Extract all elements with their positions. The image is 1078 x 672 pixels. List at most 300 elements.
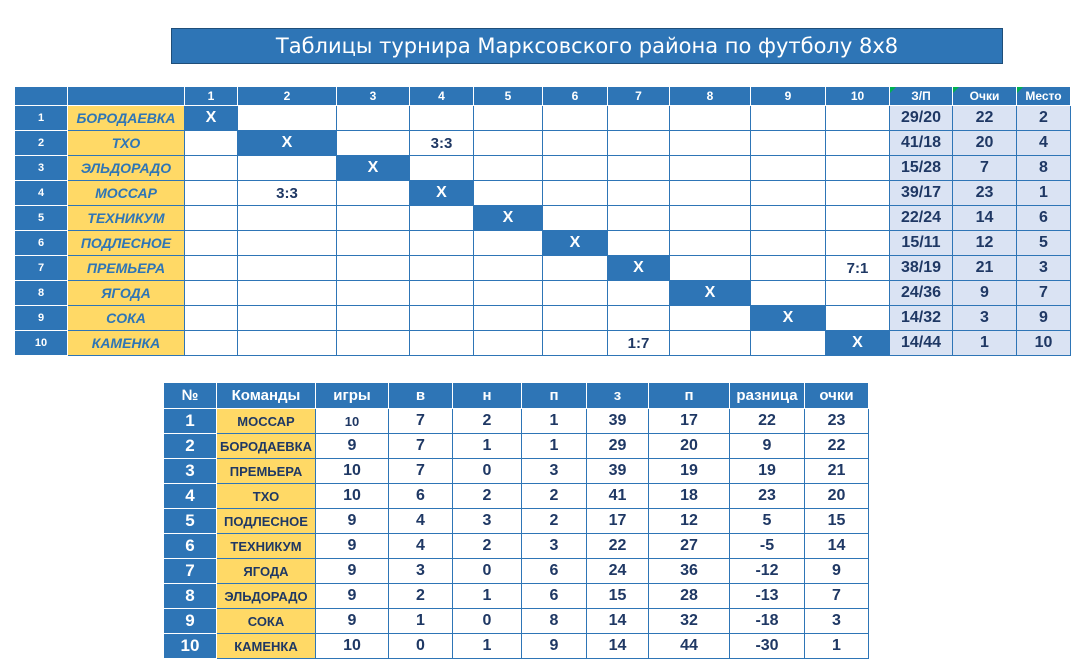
match-result-cell <box>337 331 410 356</box>
stat-cell: 19 <box>730 459 805 484</box>
place-value: 8 <box>1017 156 1071 181</box>
team-name: ТЕХНИКУМ <box>68 206 185 231</box>
place-value: 5 <box>1017 231 1071 256</box>
place-value: 3 <box>1017 256 1071 281</box>
match-result-cell <box>543 181 608 206</box>
rank-number: 1 <box>164 409 217 434</box>
stat-cell: 9 <box>730 434 805 459</box>
points-value: 9 <box>953 281 1017 306</box>
stat-cell: 17 <box>587 509 649 534</box>
crosstable-row <box>15 331 1071 356</box>
goals-scored-conceded: 15/28 <box>890 156 953 181</box>
match-result-cell <box>826 131 890 156</box>
standings-row <box>164 584 869 609</box>
standings-column-header: № <box>164 383 217 409</box>
points-value: 21 <box>953 256 1017 281</box>
rank-number: 2 <box>164 434 217 459</box>
goals-scored-conceded: 39/17 <box>890 181 953 206</box>
stat-cell: 20 <box>649 434 730 459</box>
diagonal-cell: Х <box>826 331 890 356</box>
crosstable-row <box>15 256 1071 281</box>
standings-column-header: п <box>649 383 730 409</box>
match-result-cell <box>238 231 337 256</box>
goals-scored-conceded: 14/44 <box>890 331 953 356</box>
match-result-cell <box>608 306 670 331</box>
column-number-header: 1 <box>185 87 238 106</box>
rank-number: 3 <box>164 459 217 484</box>
stat-cell: 1 <box>522 434 587 459</box>
match-result-cell <box>543 331 608 356</box>
match-result-cell <box>337 131 410 156</box>
team-name: ЯГОДА <box>68 281 185 306</box>
stat-cell: 39 <box>587 459 649 484</box>
place-value: 9 <box>1017 306 1071 331</box>
team-name: МОССАР <box>68 181 185 206</box>
match-result-cell <box>608 181 670 206</box>
stat-cell: 21 <box>805 459 869 484</box>
match-result-cell <box>670 331 751 356</box>
stat-cell: 20 <box>805 484 869 509</box>
match-result-cell <box>543 256 608 281</box>
goals-scored-conceded: 15/11 <box>890 231 953 256</box>
match-result-cell <box>337 281 410 306</box>
place-value: 4 <box>1017 131 1071 156</box>
match-result-cell <box>751 131 826 156</box>
match-result-cell <box>185 231 238 256</box>
stat-cell: 2 <box>522 509 587 534</box>
match-result-cell <box>337 231 410 256</box>
column-number-header: 3 <box>337 87 410 106</box>
match-result-cell <box>474 156 543 181</box>
match-result-cell <box>474 306 543 331</box>
comment-marker-icon <box>1017 87 1023 93</box>
match-result-cell <box>608 131 670 156</box>
team-name: ЯГОДА <box>217 559 316 584</box>
points-value: 20 <box>953 131 1017 156</box>
match-result-cell <box>670 181 751 206</box>
stat-cell: 39 <box>587 409 649 434</box>
stat-cell: 9 <box>316 559 389 584</box>
match-result-cell <box>543 106 608 131</box>
goals-scored-conceded: 29/20 <box>890 106 953 131</box>
match-result-cell <box>410 281 474 306</box>
team-name: ТХО <box>217 484 316 509</box>
comment-marker-icon <box>953 87 959 93</box>
column-number-header: 5 <box>474 87 543 106</box>
match-result-cell <box>185 281 238 306</box>
row-number: 6 <box>15 231 68 256</box>
standings-row <box>164 559 869 584</box>
stat-cell: 2 <box>389 584 453 609</box>
diagonal-cell: Х <box>670 281 751 306</box>
stat-cell: 2 <box>453 484 522 509</box>
match-result-cell <box>337 306 410 331</box>
match-result-cell <box>608 281 670 306</box>
match-result-cell <box>238 306 337 331</box>
standings-row <box>164 484 869 509</box>
header-corner <box>15 87 68 106</box>
team-name: КАМЕНКА <box>68 331 185 356</box>
stat-cell: 14 <box>587 634 649 659</box>
goals-scored-conceded: 14/32 <box>890 306 953 331</box>
match-result-cell <box>410 306 474 331</box>
stat-cell: 1 <box>522 409 587 434</box>
match-result-cell <box>543 131 608 156</box>
match-result-cell <box>238 106 337 131</box>
place-value: 10 <box>1017 331 1071 356</box>
crosstable <box>14 86 1071 356</box>
stat-cell: 28 <box>649 584 730 609</box>
match-result-cell: 3:3 <box>410 131 474 156</box>
diagonal-cell: Х <box>185 106 238 131</box>
match-result-cell <box>410 331 474 356</box>
column-number-header: 7 <box>608 87 670 106</box>
diagonal-cell: Х <box>337 156 410 181</box>
team-name: БОРОДАЕВКА <box>217 434 316 459</box>
match-result-cell <box>543 281 608 306</box>
stat-cell: 1 <box>453 584 522 609</box>
stat-cell: 4 <box>389 509 453 534</box>
match-result-cell <box>670 231 751 256</box>
crosstable-header-row <box>15 87 1071 106</box>
match-result-cell: 3:3 <box>238 181 337 206</box>
match-result-cell <box>185 156 238 181</box>
stat-cell: 9 <box>316 509 389 534</box>
match-result-cell <box>238 256 337 281</box>
header-corner <box>68 87 185 106</box>
points-value: 23 <box>953 181 1017 206</box>
match-result-cell <box>826 106 890 131</box>
diagonal-cell: Х <box>410 181 474 206</box>
standings-row <box>164 634 869 659</box>
match-result-cell <box>826 156 890 181</box>
team-name: БОРОДАЕВКА <box>68 106 185 131</box>
standings-row <box>164 534 869 559</box>
match-result-cell <box>826 281 890 306</box>
match-result-cell <box>543 156 608 181</box>
crosstable-row <box>15 306 1071 331</box>
standings-column-header: разница <box>730 383 805 409</box>
place-value: 1 <box>1017 181 1071 206</box>
row-number: 3 <box>15 156 68 181</box>
standings-row <box>164 409 869 434</box>
row-number: 7 <box>15 256 68 281</box>
stat-cell: 2 <box>522 484 587 509</box>
match-result-cell <box>474 131 543 156</box>
match-result-cell <box>608 206 670 231</box>
stat-cell: 24 <box>587 559 649 584</box>
stat-cell: 18 <box>649 484 730 509</box>
team-name: ПРЕМЬЕРА <box>68 256 185 281</box>
match-result-cell <box>474 181 543 206</box>
stat-cell: 27 <box>649 534 730 559</box>
points-value: 14 <box>953 206 1017 231</box>
points-value: 12 <box>953 231 1017 256</box>
stat-cell: 2 <box>453 409 522 434</box>
match-result-cell <box>670 131 751 156</box>
rank-number: 8 <box>164 584 217 609</box>
match-result-cell <box>543 206 608 231</box>
stat-cell: 7 <box>389 459 453 484</box>
match-result-cell <box>474 231 543 256</box>
column-number-header: 10 <box>826 87 890 106</box>
match-result-cell <box>238 331 337 356</box>
match-result-cell <box>185 181 238 206</box>
team-name: ПРЕМЬЕРА <box>217 459 316 484</box>
stat-cell: 10 <box>316 409 389 434</box>
points-value: 1 <box>953 331 1017 356</box>
column-number-header: 2 <box>238 87 337 106</box>
stat-cell: 3 <box>389 559 453 584</box>
stat-cell: 0 <box>453 609 522 634</box>
crosstable-row <box>15 281 1071 306</box>
match-result-cell <box>410 156 474 181</box>
match-result-cell <box>608 156 670 181</box>
stat-cell: 9 <box>316 534 389 559</box>
points-header: Очки <box>953 87 1017 106</box>
team-name: ПОДЛЕСНОЕ <box>217 509 316 534</box>
column-number-header: 8 <box>670 87 751 106</box>
goals-scored-conceded: 22/24 <box>890 206 953 231</box>
match-result-cell <box>337 106 410 131</box>
match-result-cell <box>337 256 410 281</box>
place-value: 7 <box>1017 281 1071 306</box>
match-result-cell <box>474 281 543 306</box>
team-name: ЭЛЬДОРАДО <box>68 156 185 181</box>
crosstable-row <box>15 206 1071 231</box>
match-result-cell <box>337 206 410 231</box>
match-result-cell <box>185 131 238 156</box>
comment-marker-icon <box>890 87 896 93</box>
crosstable-row <box>15 231 1071 256</box>
match-result-cell <box>670 206 751 231</box>
team-name: ЭЛЬДОРАДО <box>217 584 316 609</box>
stat-cell: 10 <box>316 459 389 484</box>
stat-cell: 6 <box>522 559 587 584</box>
points-value: 22 <box>953 106 1017 131</box>
stat-cell: 22 <box>730 409 805 434</box>
match-result-cell <box>185 206 238 231</box>
stat-cell: 9 <box>316 609 389 634</box>
stat-cell: 17 <box>649 409 730 434</box>
stat-cell: -5 <box>730 534 805 559</box>
stat-cell: 0 <box>389 634 453 659</box>
stat-cell: 6 <box>389 484 453 509</box>
stat-cell: 10 <box>316 634 389 659</box>
rank-number: 5 <box>164 509 217 534</box>
stat-cell: 9 <box>522 634 587 659</box>
stat-cell: 12 <box>649 509 730 534</box>
match-result-cell <box>543 306 608 331</box>
stat-cell: 3 <box>805 609 869 634</box>
place-value: 6 <box>1017 206 1071 231</box>
match-result-cell <box>410 106 474 131</box>
team-name: СОКА <box>68 306 185 331</box>
stat-cell: 5 <box>730 509 805 534</box>
goals-scored-conceded: 38/19 <box>890 256 953 281</box>
stat-cell: 14 <box>805 534 869 559</box>
match-result-cell <box>670 106 751 131</box>
diagonal-cell: Х <box>474 206 543 231</box>
stat-cell: 14 <box>587 609 649 634</box>
place-value: 2 <box>1017 106 1071 131</box>
stat-cell: 10 <box>316 484 389 509</box>
column-number-header: 6 <box>543 87 608 106</box>
crosstable-row <box>15 131 1071 156</box>
match-result-cell <box>185 331 238 356</box>
stat-cell: 9 <box>316 434 389 459</box>
stat-cell: 3 <box>522 459 587 484</box>
match-result-cell <box>751 206 826 231</box>
stat-cell: -30 <box>730 634 805 659</box>
place-header: Место <box>1017 87 1071 106</box>
stat-cell: 44 <box>649 634 730 659</box>
match-result-cell <box>670 256 751 281</box>
stat-cell: 29 <box>587 434 649 459</box>
row-number: 9 <box>15 306 68 331</box>
diagonal-cell: Х <box>751 306 826 331</box>
row-number: 2 <box>15 131 68 156</box>
stat-cell: 41 <box>587 484 649 509</box>
stat-cell: 9 <box>805 559 869 584</box>
match-result-cell <box>751 231 826 256</box>
stat-cell: 1 <box>805 634 869 659</box>
rank-number: 4 <box>164 484 217 509</box>
match-result-cell <box>826 181 890 206</box>
match-result-cell <box>410 231 474 256</box>
stat-cell: 22 <box>587 534 649 559</box>
standings-column-header: з <box>587 383 649 409</box>
goals-scored-conceded: 24/36 <box>890 281 953 306</box>
standings-column-header: п <box>522 383 587 409</box>
match-result-cell <box>410 206 474 231</box>
stat-cell: 2 <box>453 534 522 559</box>
row-number: 4 <box>15 181 68 206</box>
standings-column-header: н <box>453 383 522 409</box>
match-result-cell <box>826 206 890 231</box>
column-number-header: 4 <box>410 87 474 106</box>
stat-cell: 9 <box>316 584 389 609</box>
stat-cell: -12 <box>730 559 805 584</box>
team-name: ТЕХНИКУМ <box>217 534 316 559</box>
points-value: 7 <box>953 156 1017 181</box>
standings-row <box>164 509 869 534</box>
team-name: ПОДЛЕСНОЕ <box>68 231 185 256</box>
rank-number: 7 <box>164 559 217 584</box>
zp-header: З/П <box>890 87 953 106</box>
match-result-cell: 1:7 <box>608 331 670 356</box>
stat-cell: 23 <box>730 484 805 509</box>
stat-cell: 15 <box>805 509 869 534</box>
row-number: 1 <box>15 106 68 131</box>
team-name: КАМЕНКА <box>217 634 316 659</box>
team-name: МОССАР <box>217 409 316 434</box>
match-result-cell <box>185 306 238 331</box>
stat-cell: 7 <box>389 409 453 434</box>
match-result-cell <box>474 256 543 281</box>
match-result-cell <box>608 231 670 256</box>
match-result-cell <box>826 231 890 256</box>
rank-number: 10 <box>164 634 217 659</box>
match-result-cell <box>751 256 826 281</box>
stat-cell: 36 <box>649 559 730 584</box>
match-result-cell <box>474 106 543 131</box>
match-result-cell <box>238 206 337 231</box>
diagonal-cell: Х <box>238 131 337 156</box>
standings-row <box>164 459 869 484</box>
stat-cell: 1 <box>389 609 453 634</box>
match-result-cell <box>826 306 890 331</box>
standings-column-header: очки <box>805 383 869 409</box>
standings-row <box>164 434 869 459</box>
page-title: Таблицы турнира Марксовского района по футболу 8х8 <box>171 28 1003 64</box>
stat-cell: 32 <box>649 609 730 634</box>
match-result-cell <box>337 181 410 206</box>
standings-column-header: игры <box>316 383 389 409</box>
goals-scored-conceded: 41/18 <box>890 131 953 156</box>
match-result-cell <box>751 331 826 356</box>
match-result-cell <box>238 156 337 181</box>
standings-row <box>164 609 869 634</box>
stat-cell: -13 <box>730 584 805 609</box>
diagonal-cell: Х <box>608 256 670 281</box>
rank-number: 9 <box>164 609 217 634</box>
rank-number: 6 <box>164 534 217 559</box>
row-number: 5 <box>15 206 68 231</box>
stat-cell: 22 <box>805 434 869 459</box>
standings-header-row <box>164 383 869 409</box>
standings-column-header: в <box>389 383 453 409</box>
match-result-cell <box>670 156 751 181</box>
stat-cell: 23 <box>805 409 869 434</box>
match-result-cell <box>410 256 474 281</box>
stat-cell: 1 <box>453 434 522 459</box>
stat-cell: 6 <box>522 584 587 609</box>
stat-cell: -18 <box>730 609 805 634</box>
stat-cell: 7 <box>389 434 453 459</box>
stat-cell: 0 <box>453 459 522 484</box>
match-result-cell <box>238 281 337 306</box>
match-result-cell <box>751 281 826 306</box>
stat-cell: 1 <box>453 634 522 659</box>
crosstable-row <box>15 156 1071 181</box>
match-result-cell <box>751 181 826 206</box>
row-number: 8 <box>15 281 68 306</box>
match-result-cell <box>751 156 826 181</box>
crosstable-row <box>15 106 1071 131</box>
team-name: ТХО <box>68 131 185 156</box>
standings-column-header: Команды <box>217 383 316 409</box>
match-result-cell <box>751 106 826 131</box>
match-result-cell <box>608 106 670 131</box>
stat-cell: 8 <box>522 609 587 634</box>
match-result-cell <box>670 306 751 331</box>
stat-cell: 4 <box>389 534 453 559</box>
match-result-cell <box>185 256 238 281</box>
stat-cell: 15 <box>587 584 649 609</box>
diagonal-cell: Х <box>543 231 608 256</box>
stat-cell: 3 <box>453 509 522 534</box>
stat-cell: 7 <box>805 584 869 609</box>
stat-cell: 19 <box>649 459 730 484</box>
standings-table <box>163 382 869 659</box>
team-name: СОКА <box>217 609 316 634</box>
stat-cell: 0 <box>453 559 522 584</box>
points-value: 3 <box>953 306 1017 331</box>
row-number: 10 <box>15 331 68 356</box>
match-result-cell: 7:1 <box>826 256 890 281</box>
match-result-cell <box>474 331 543 356</box>
